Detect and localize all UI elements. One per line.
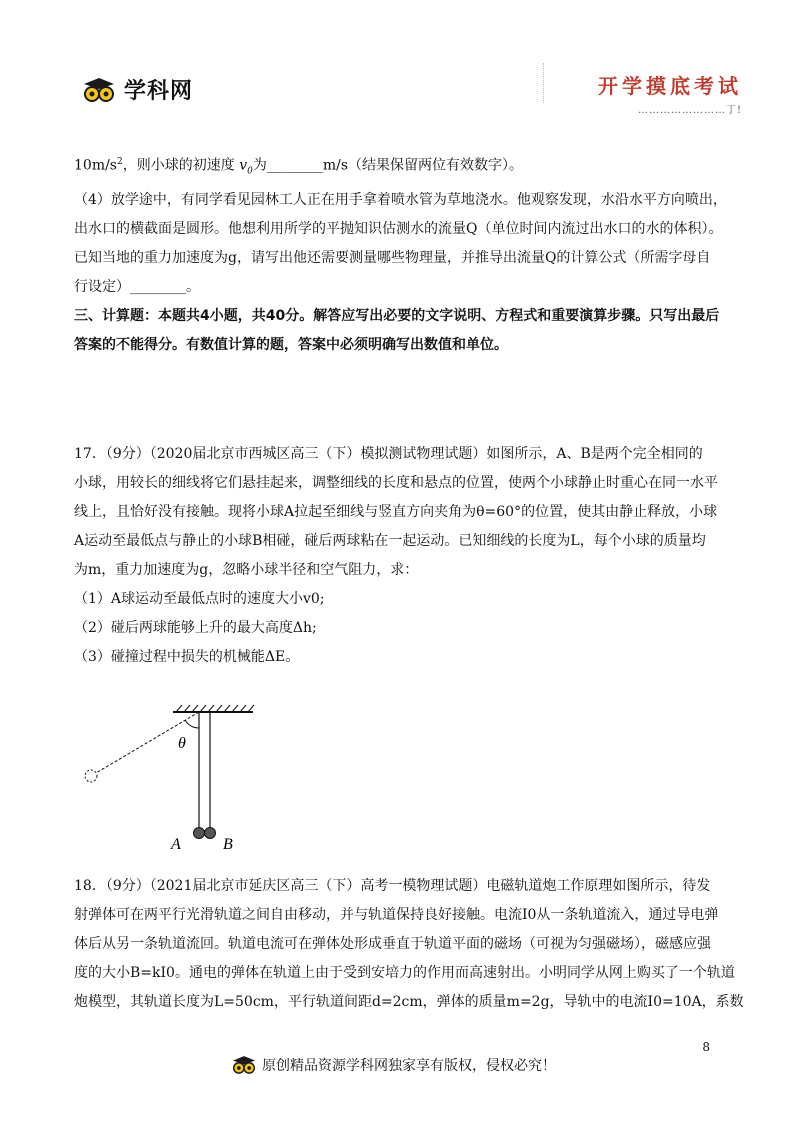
q18-block — [74, 872, 744, 1017]
q17-sub-1: （1）A球运动至最低点时的速度大小v0; — [74, 591, 325, 608]
copyright-text: 原创精品资源学科网独家享有版权，侵权必究！ — [262, 1058, 556, 1074]
q18-line-4: 度的大小B=kI0。通电的弹体在轨道上由于受到安培力的作用而高速射出。小明同学从网上购买了一个轨道 — [74, 965, 735, 981]
intro-text-b: ，则小球的初速度 — [122, 157, 240, 174]
exam-subtitle: ……………………丁! — [637, 105, 742, 116]
owl-logo-icon — [230, 1054, 258, 1076]
q18-line-1: 18．（9分）（2021届北京市延庆区高三（下）高考一模物理试题）电磁轨道炮工作原理如图所示，待发 — [74, 878, 711, 894]
footer — [230, 1054, 556, 1076]
intro-text-a: 10m/s — [74, 157, 117, 174]
theta-label: θ — [178, 735, 186, 752]
exam-title: 开学摸底考试 — [598, 74, 742, 98]
q17-sub-3: （3）碰撞过程中损失的机械能ΔE。 — [74, 649, 300, 666]
pendulum-figure — [78, 702, 278, 862]
header-right — [598, 70, 742, 116]
intro-var-v: v — [239, 157, 248, 174]
q4-line-1: （4）放学途中，有同学看见园林工人正在用手拿着喷水管为草地浇水。他观察发现，水沿水平方向喷出， — [74, 192, 727, 209]
q4-line-3: 已知当地的重力加速度为g，请写出他还需要测量哪些物理量，并推导出流量Q的计算公式（所需字母自 — [74, 250, 711, 267]
logo-text: 学科网 — [124, 79, 194, 104]
ball-a — [194, 828, 205, 839]
q18-line-2: 射弹体可在两平行光滑轨道之间自由移动，并与轨道保持良好接触。电流I0从一条轨道流入，通过导电弹 — [74, 907, 719, 923]
ball-b — [205, 828, 216, 839]
section3-line-2: 答案的不能得分。有数值计算的题，答案中必须明确写出数值和单位。 — [74, 337, 508, 354]
q4-line-4: 行设定）________。 — [74, 279, 200, 296]
q17-line-2: 小球，用较长的细线将它们悬挂起来，调整细线的长度和悬点的位置，使两个小球静止时重心在同一水平 — [74, 475, 718, 492]
owl-logo-icon — [80, 76, 118, 104]
header-logo — [80, 74, 193, 105]
intro-line — [74, 148, 734, 186]
page-content — [74, 148, 734, 672]
header-divider — [543, 63, 546, 103]
q18-line-5: 炮模型，其轨道长度为L=50cm，平行轨道间距d=2cm，弹体的质量m=2g，导轨中的电流I0=10A，系数 — [74, 994, 744, 1010]
intro-text-c: 为________m/s（结果保留两位有效数字）。 — [252, 157, 524, 174]
q17-sub-2: （2）碰后两球能够上升的最大高度Δh; — [74, 620, 317, 637]
q4-line-2: 出水口的横截面是圆形。他想利用所学的平抛知识估测水的流量Q（单位时间内流过出水口的水的体积）。 — [74, 221, 723, 238]
q17-line-3: 线上，且恰好没有接触。现将小球A拉起至细线与竖直方向夹角为θ=60°的位置，使其由静止释放，小球 — [74, 504, 718, 521]
intro-var-sub: 0 — [247, 166, 253, 177]
section3-line-1: 三、计算题：本题共4小题，共40分。解答应写出必要的文字说明、方程式和重要演算步骤。只写出最后 — [74, 308, 720, 325]
label-b: B — [223, 836, 233, 853]
q17-line-1: 17．（9分）（2020届北京市西城区高三（下）模拟测试物理试题）如图所示，A、B是两个完全相同的 — [74, 446, 703, 463]
label-a: A — [171, 836, 181, 853]
ball-a-displaced — [85, 770, 97, 782]
q18-line-3: 体后从另一条轨道流回。轨道电流可在弹体处形成垂直于轨道平面的磁场（可视为匀强磁场），磁感应强 — [74, 936, 711, 952]
page-number: 8 — [702, 1040, 710, 1054]
q17-line-5: 为m，重力加速度为g，忽略小球半径和空气阻力，求： — [74, 562, 419, 579]
intro-sup: 2 — [117, 157, 123, 167]
q17-line-4: A运动至最低点与静止的小球B相碰，碰后两球粘在一起运动。已知细线的长度为L，每个小球的质量均 — [74, 533, 706, 550]
